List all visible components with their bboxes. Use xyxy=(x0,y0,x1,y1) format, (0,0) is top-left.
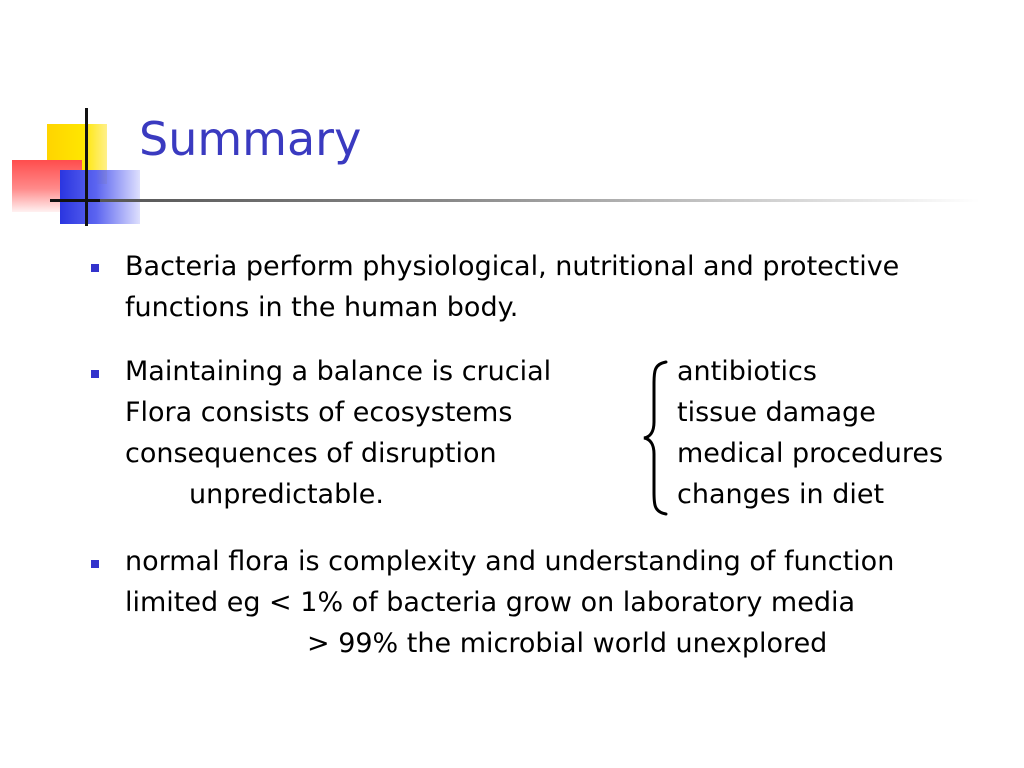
brace-list-item: tissue damage xyxy=(677,397,876,428)
bullet-3-line-3: > 99% the microbial world unexplored xyxy=(307,628,828,659)
page-title: Summary xyxy=(139,112,362,166)
bullet-1 xyxy=(125,246,899,328)
square-bullet-icon xyxy=(91,370,99,378)
bullet-1-line-2: functions in the human body. xyxy=(125,292,519,323)
vertical-line xyxy=(85,108,88,226)
bullet-2-line-4: unpredictable. xyxy=(189,479,384,510)
bullet-2 xyxy=(125,351,551,515)
square-bullet-icon xyxy=(91,264,99,272)
bullet-3-line-2: limited eg < 1% of bacteria grow on laboratory media xyxy=(125,587,856,618)
brace-list-item: antibiotics xyxy=(677,356,817,387)
bullet-2-line-3: consequences of disruption xyxy=(125,438,497,469)
logo-decoration xyxy=(0,0,140,240)
title-rule xyxy=(100,199,980,202)
brace-list-item: changes in diet xyxy=(677,479,885,510)
brace-list-item: medical procedures xyxy=(677,438,944,469)
bullet-3-line-1: normal flora is complexity and understanding of function xyxy=(125,546,895,577)
square-bullet-icon xyxy=(91,560,99,568)
bullet-3 xyxy=(125,541,894,664)
bullet-2-line-2: Flora consists of ecosystems xyxy=(125,397,513,428)
bullet-2-line-1: Maintaining a balance is crucial xyxy=(125,356,552,387)
brace-list xyxy=(677,351,943,515)
bullet-1-line-1: Bacteria perform physiological, nutritional and protective xyxy=(125,251,900,282)
blue-square xyxy=(60,170,140,224)
curly-brace-icon xyxy=(640,360,670,516)
